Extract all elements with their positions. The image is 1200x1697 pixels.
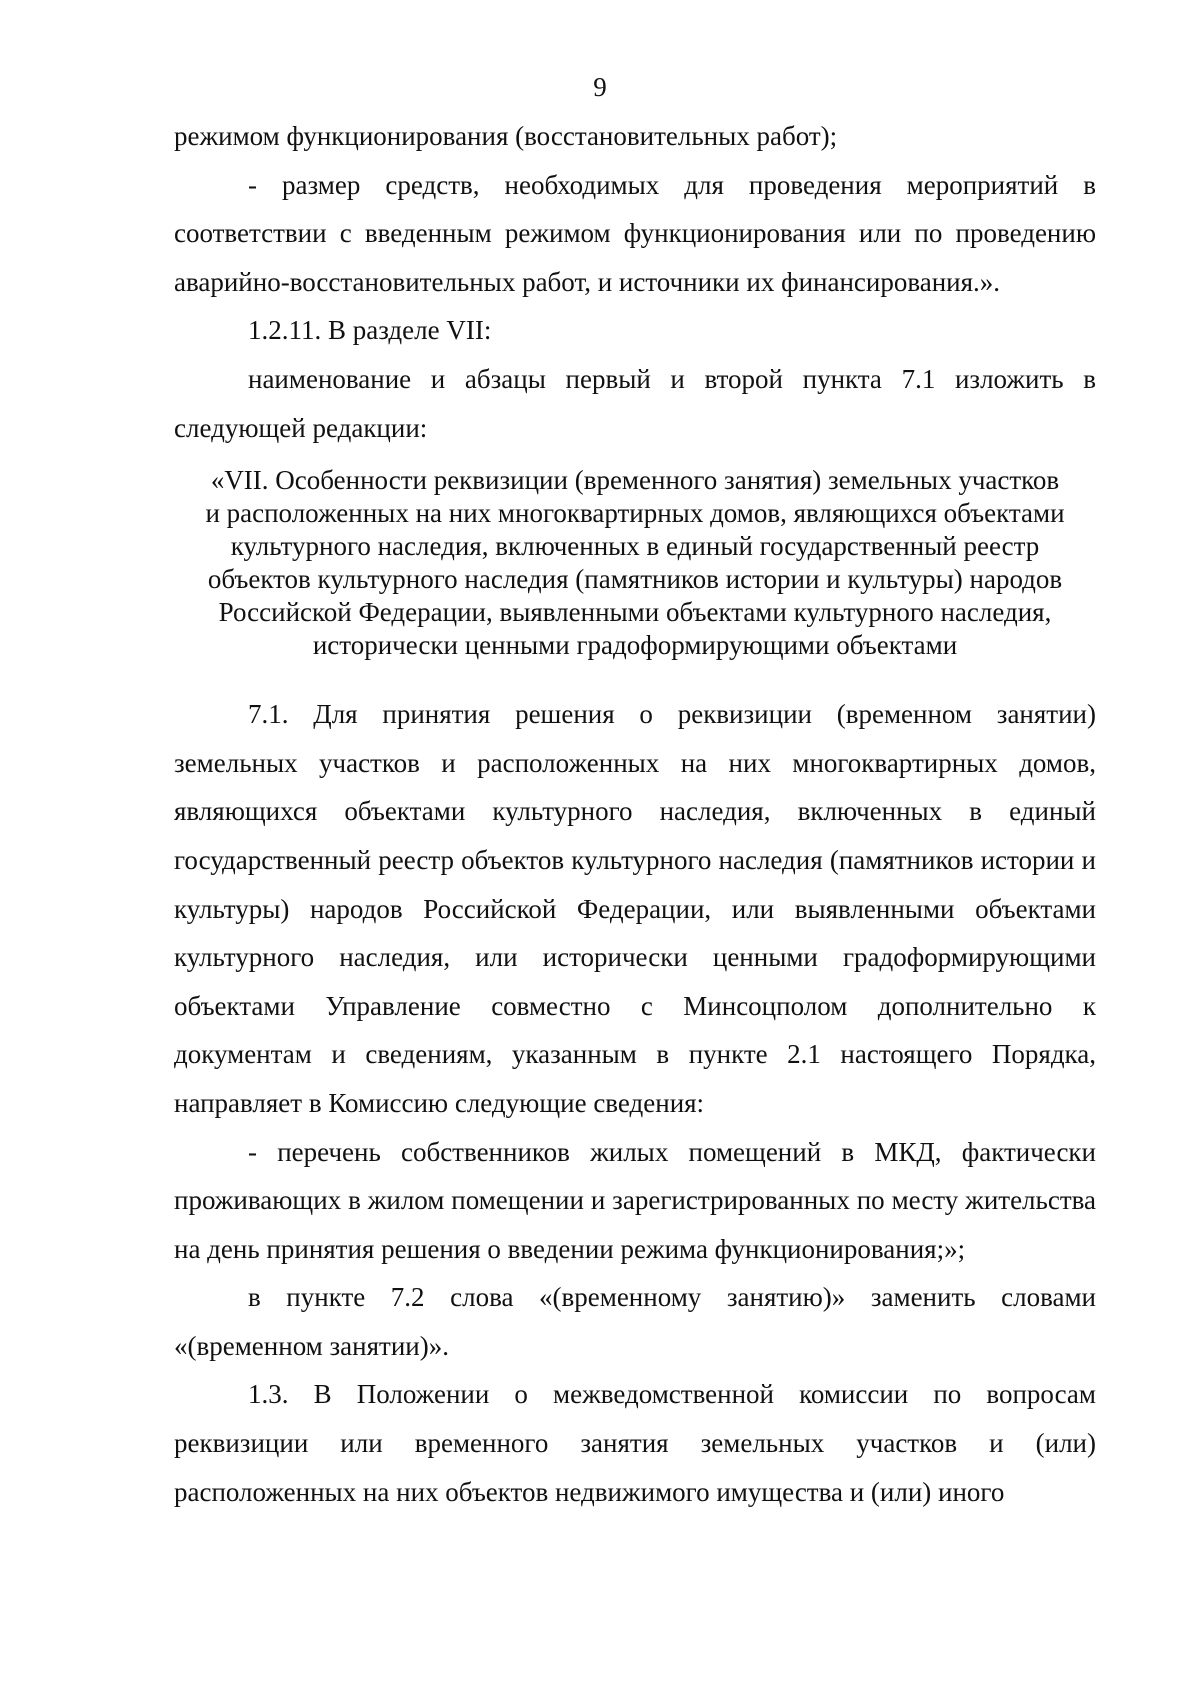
heading-line: исторически ценными градоформирующими объектами	[312, 630, 958, 661]
paragraph-1-3: 1.3. В Положении о межведомственной комиссии по вопросам реквизиции или временного занятия земельных участков и (или) расположенных на них объектов недвижимого имущества и (или) иного	[174, 1379, 1096, 1507]
paragraph-7-1: 7.1. Для принятия решения о реквизиции (временном занятии) земельных участков и расположенных на них многоквартирных домов, являющихся объектами культурного наследия, включенных в единый государственный реестр объектов культурного наследия (памятников истории и культуры) народов Российской Федерации, или выявленными объектами культурного наследия, или исторически ценными градоформирующими объектами Управление совместно с Минсоцполом дополнительно к документам и сведениям, указанным в пункте 2.1 настоящего Порядка, направляет в Комиссию следующие сведения:	[174, 699, 1096, 1118]
paragraph-7-2-amendment: в пункте 7.2 слова «(временному занятию)» заменить словами «(временном занятии)».	[174, 1282, 1096, 1361]
section-heading	[174, 464, 1096, 662]
heading-line: объектов культурного наследия (памятников истории и культуры) народов	[207, 564, 1063, 595]
paragraph-funding-list-item: - размер средств, необходимых для проведения мероприятий в соответствии с введенным режимом функционирования или по проведению аварийно-восстановительных работ, и источники их финансирования.».	[174, 169, 1096, 297]
heading-line: «VII. Особенности реквизиции (временного занятия) земельных участков	[210, 465, 1060, 496]
document-body	[174, 112, 1096, 1516]
paragraph-amendment-intro: наименование и абзацы первый и второй пункта 7.1 изложить в следующей редакции:	[174, 363, 1096, 443]
paragraph-continuation: режимом функционирования (восстановительных работ);	[174, 121, 838, 151]
heading-line: культурного наследия, включенных в единый государственный реестр	[230, 531, 1040, 562]
heading-line: Российской Федерации, выявленными объектами культурного наследия,	[218, 597, 1052, 628]
page-number: 9	[593, 72, 607, 102]
paragraph-owners-list-item: - перечень собственников жилых помещений в МКД, фактически проживающих в жилом помещении и зарегистрированных по месту жительства на день принятия решения о введении режима функционирования;»;	[174, 1136, 1096, 1264]
heading-line: и расположенных на них многоквартирных домов, являющихся объектами	[205, 498, 1065, 529]
paragraph-section-ref: 1.2.11. В разделе VII:	[248, 315, 492, 346]
